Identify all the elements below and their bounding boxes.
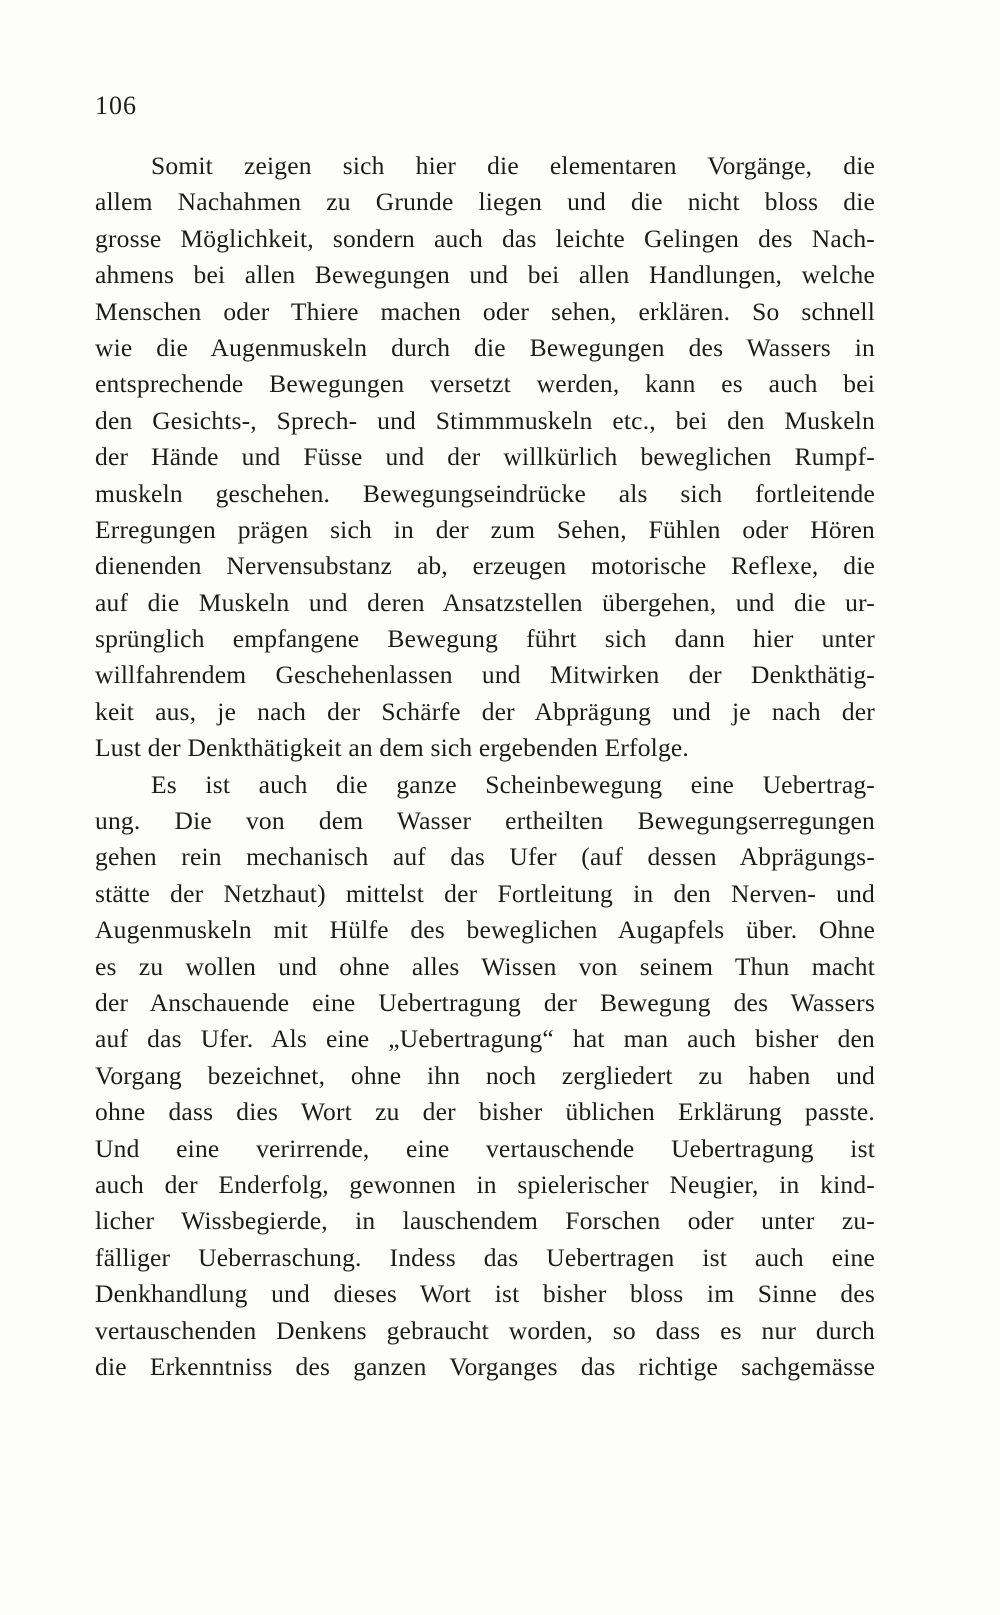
text-line: den Gesichts-, Sprech- und Stimmmuskeln etc., bei den Muskeln [95, 405, 875, 435]
text-line: auf das Ufer. Als eine „Uebertragung“ hat man auch bisher den [95, 1024, 875, 1054]
text-line: ohne dass dies Wort zu der bisher üblichen Erklärung passte. [95, 1097, 875, 1127]
text-line: wie die Augenmuskeln durch die Bewegungen des Wassers in [95, 332, 875, 362]
text-line: der Anschauende eine Uebertragung der Bewegung des Wassers [95, 987, 875, 1017]
text-line: ung. Die von dem Wasser ertheilten Bewegungserregungen [95, 806, 875, 836]
text-line: Augenmuskeln mit Hülfe des beweglichen Augapfels über. Ohne [95, 915, 875, 945]
text-line: keit aus, je nach der Schärfe der Abprägung und je nach der [95, 696, 875, 726]
page-number: 106 [95, 91, 137, 120]
text-line: stätte der Netzhaut) mittelst der Fortleitung in den Nerven- und [95, 878, 875, 908]
text-line: sprünglich empfangene Bewegung führt sich dann hier unter [95, 624, 875, 654]
text-line: auf die Muskeln und deren Ansatzstellen übergehen, und die ur- [95, 587, 875, 617]
text-line: allem Nachahmen zu Grunde liegen und die nicht bloss die [95, 187, 875, 217]
text-line: vertauschenden Denkens gebraucht worden, so dass es nur durch [95, 1315, 875, 1345]
text-line: muskeln geschehen. Bewegungseindrücke als sich fortleitende [95, 478, 875, 508]
text-line: gehen rein mechanisch auf das Ufer (auf dessen Abprägungs- [95, 842, 875, 872]
text-line: Lust der Denkthätigkeit an dem sich ergebenden Erfolge. [95, 733, 690, 763]
text-line: Und eine verirrende, eine vertauschende Uebertragung ist [95, 1133, 875, 1163]
text-line: Somit zeigen sich hier die elementaren Vorgänge, die [151, 151, 875, 180]
text-line: grosse Möglichkeit, sondern auch das leichte Gelingen des Nach- [95, 223, 875, 253]
text-line: Menschen oder Thiere machen oder sehen, erklären. So schnell [95, 296, 875, 326]
body-text [95, 148, 875, 1385]
text-line: willfahrendem Geschehenlassen und Mitwirken der Denkthätig- [95, 660, 875, 690]
text-line: Vorgang bezeichnet, ohne ihn noch zergliedert zu haben und [95, 1060, 875, 1090]
text-line: auch der Enderfolg, gewonnen in spielerischer Neugier, in kind- [95, 1169, 875, 1199]
text-line: dienenden Nervensubstanz ab, erzeugen motorische Reflexe, die [95, 551, 875, 581]
text-line: Denkhandlung und dieses Wort ist bisher bloss im Sinne des [95, 1279, 875, 1309]
text-line: es zu wollen und ohne alles Wissen von seinem Thun macht [95, 951, 875, 981]
text-line: Erregungen prägen sich in der zum Sehen, Fühlen oder Hören [95, 514, 875, 544]
text-line: fälliger Ueberraschung. Indess das Uebertragen ist auch eine [95, 1242, 875, 1272]
text-line: der Hände und Füsse und der willkürlich beweglichen Rumpf- [95, 442, 875, 472]
text-line: ahmens bei allen Bewegungen und bei allen Handlungen, welche [95, 260, 875, 290]
text-line: entsprechende Bewegungen versetzt werden, kann es auch bei [95, 369, 875, 399]
text-line: licher Wissbegierde, in lauschendem Forschen oder unter zu- [95, 1206, 875, 1236]
text-line: die Erkenntniss des ganzen Vorganges das richtige sachgemässe [95, 1351, 875, 1381]
text-line: Es ist auch die ganze Scheinbewegung eine Uebertrag- [151, 769, 875, 799]
